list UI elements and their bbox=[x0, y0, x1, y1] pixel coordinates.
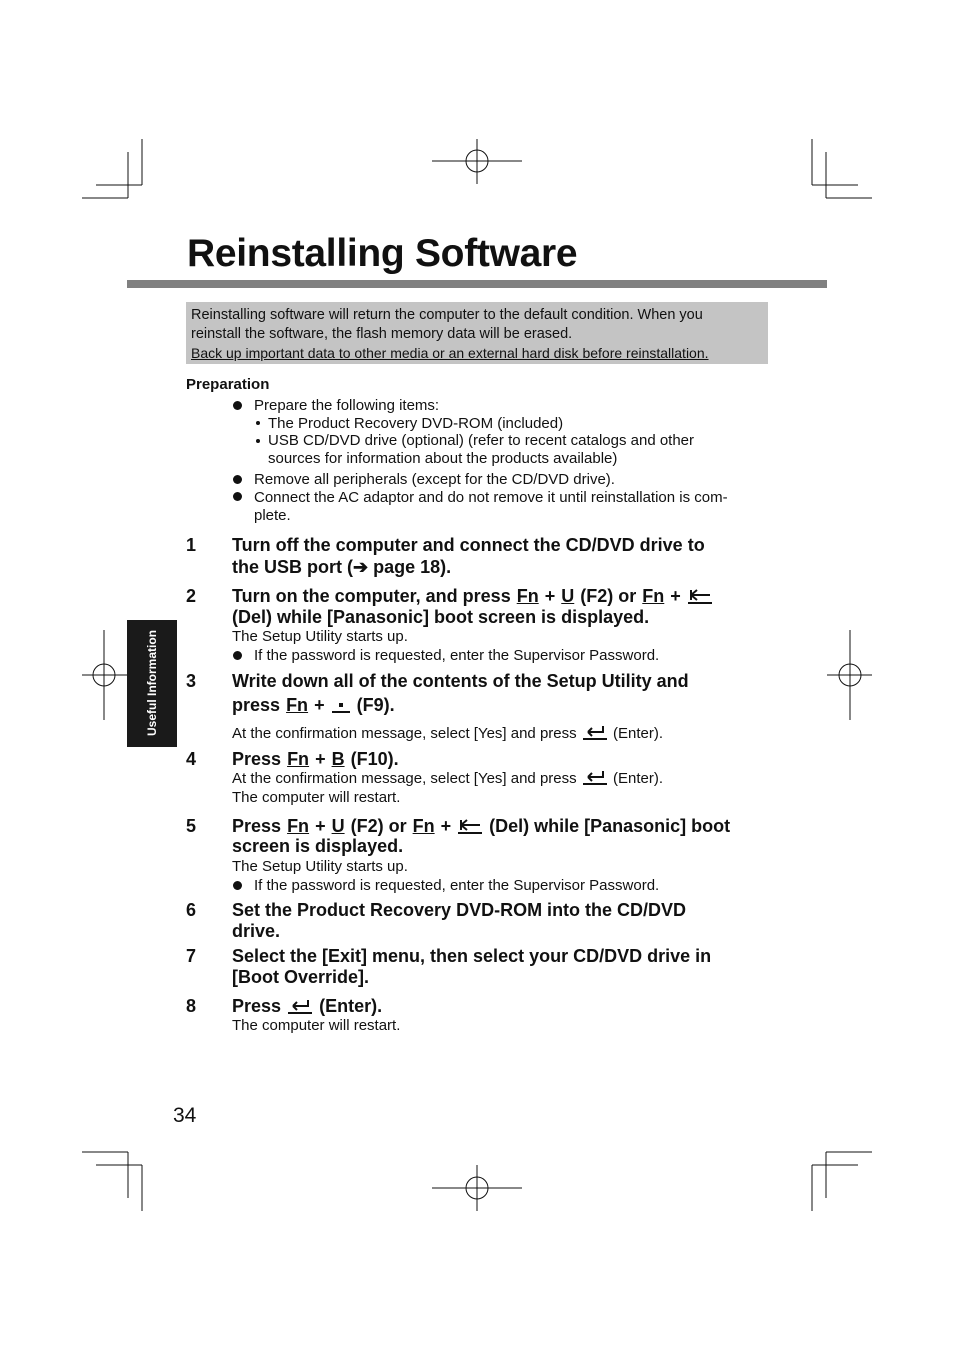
step-text: press Fn + (F9). bbox=[232, 695, 395, 715]
bullet-icon bbox=[233, 475, 242, 484]
step-text: Select the [Exit] menu, then select your CD/DVD drive in bbox=[232, 946, 712, 966]
notice-line: reinstall the software, the flash memory data will be erased. bbox=[191, 326, 573, 342]
arrow-right-icon: ➔ bbox=[353, 557, 369, 577]
notice-line: Reinstalling software will return the computer to the default condition. When you bbox=[191, 307, 703, 323]
step-text: (Del) while [Panasonic] boot screen is displayed. bbox=[232, 607, 650, 627]
list-item: The Product Recovery DVD-ROM (included) bbox=[268, 415, 564, 432]
dot-key-icon bbox=[332, 699, 350, 713]
step-note: The computer will restart. bbox=[232, 1017, 401, 1034]
bullet-icon bbox=[233, 492, 242, 501]
section-tab bbox=[127, 620, 177, 747]
fn-key: Fn bbox=[286, 695, 309, 715]
step-note: If the password is requested, enter the Supervisor Password. bbox=[254, 647, 660, 664]
notice-warning: Back up important data to other media or an external hard disk before reinstallation. bbox=[191, 345, 709, 361]
delete-key-icon bbox=[458, 820, 482, 834]
list-item: Remove all peripherals (except for the CD/DVD drive). bbox=[254, 471, 615, 488]
sub-bullet-icon bbox=[256, 421, 260, 425]
fn-key: Fn bbox=[287, 816, 310, 836]
step-text: Press Fn + B (F10). bbox=[232, 749, 399, 769]
step-note: The Setup Utility starts up. bbox=[232, 858, 408, 875]
step-number: 2 bbox=[186, 586, 197, 606]
list-item: USB CD/DVD drive (optional) (refer to recent catalogs and other bbox=[268, 432, 695, 449]
step-number: 5 bbox=[186, 816, 197, 836]
b-key: B bbox=[331, 749, 345, 769]
enter-key-icon bbox=[583, 771, 607, 785]
list-item: sources for information about the products available) bbox=[268, 450, 618, 467]
step-text: Set the Product Recovery DVD-ROM into the CD/DVD bbox=[232, 900, 687, 920]
bullet-icon bbox=[233, 651, 242, 660]
sub-bullet-icon bbox=[256, 439, 260, 443]
fn-key: Fn bbox=[287, 749, 310, 769]
step-text: drive. bbox=[232, 921, 281, 941]
step-number: 8 bbox=[186, 996, 197, 1016]
step-text: Turn off the computer and connect the CD/DVD drive to bbox=[232, 535, 705, 555]
enter-key-icon bbox=[583, 726, 607, 740]
step-note: At the confirmation message, select [Yes] and press (Enter). bbox=[232, 725, 663, 742]
step-note: If the password is requested, enter the Supervisor Password. bbox=[254, 877, 660, 894]
notice-box bbox=[186, 302, 768, 364]
fn-key: Fn bbox=[516, 586, 539, 606]
step-text: the USB port (➔ page 18). bbox=[232, 557, 452, 577]
u-key: U bbox=[561, 586, 575, 606]
list-item: Prepare the following items: bbox=[254, 397, 440, 414]
section-tab-label: Useful Information bbox=[145, 629, 159, 737]
page-number: 34 bbox=[173, 1104, 197, 1127]
step-number: 3 bbox=[186, 671, 197, 691]
u-key: U bbox=[331, 816, 345, 836]
step-number: 6 bbox=[186, 900, 197, 920]
step-text: Press (Enter). bbox=[232, 996, 383, 1016]
step-note: At the confirmation message, select [Yes] and press (Enter). bbox=[232, 770, 663, 787]
step-number: 4 bbox=[186, 749, 197, 769]
step-text: Press Fn + U (F2) or Fn + (Del) while [Panasonic] boot bbox=[232, 816, 731, 836]
step-text: screen is displayed. bbox=[232, 836, 404, 856]
fn-key: Fn bbox=[642, 586, 665, 606]
delete-key-icon bbox=[688, 590, 712, 604]
step-number: 1 bbox=[186, 535, 197, 555]
list-item: Connect the AC adaptor and do not remove it until reinstallation is com- bbox=[254, 489, 728, 506]
page-title: Reinstalling Software bbox=[187, 232, 578, 275]
title-rule bbox=[127, 280, 827, 288]
step-number: 7 bbox=[186, 946, 197, 966]
step-text: Turn on the computer, and press Fn + U (F2) or Fn + bbox=[232, 585, 714, 607]
bullet-icon bbox=[233, 881, 242, 890]
step-note: The computer will restart. bbox=[232, 789, 401, 806]
bullet-icon bbox=[233, 401, 242, 410]
fn-key: Fn bbox=[412, 816, 435, 836]
step-text: [Boot Override]. bbox=[232, 967, 370, 987]
list-item: plete. bbox=[254, 507, 291, 524]
step-note: The Setup Utility starts up. bbox=[232, 628, 408, 645]
enter-key-icon bbox=[288, 1000, 312, 1014]
preparation-heading: Preparation bbox=[186, 376, 270, 393]
step-text: Write down all of the contents of the Setup Utility and bbox=[232, 671, 689, 691]
